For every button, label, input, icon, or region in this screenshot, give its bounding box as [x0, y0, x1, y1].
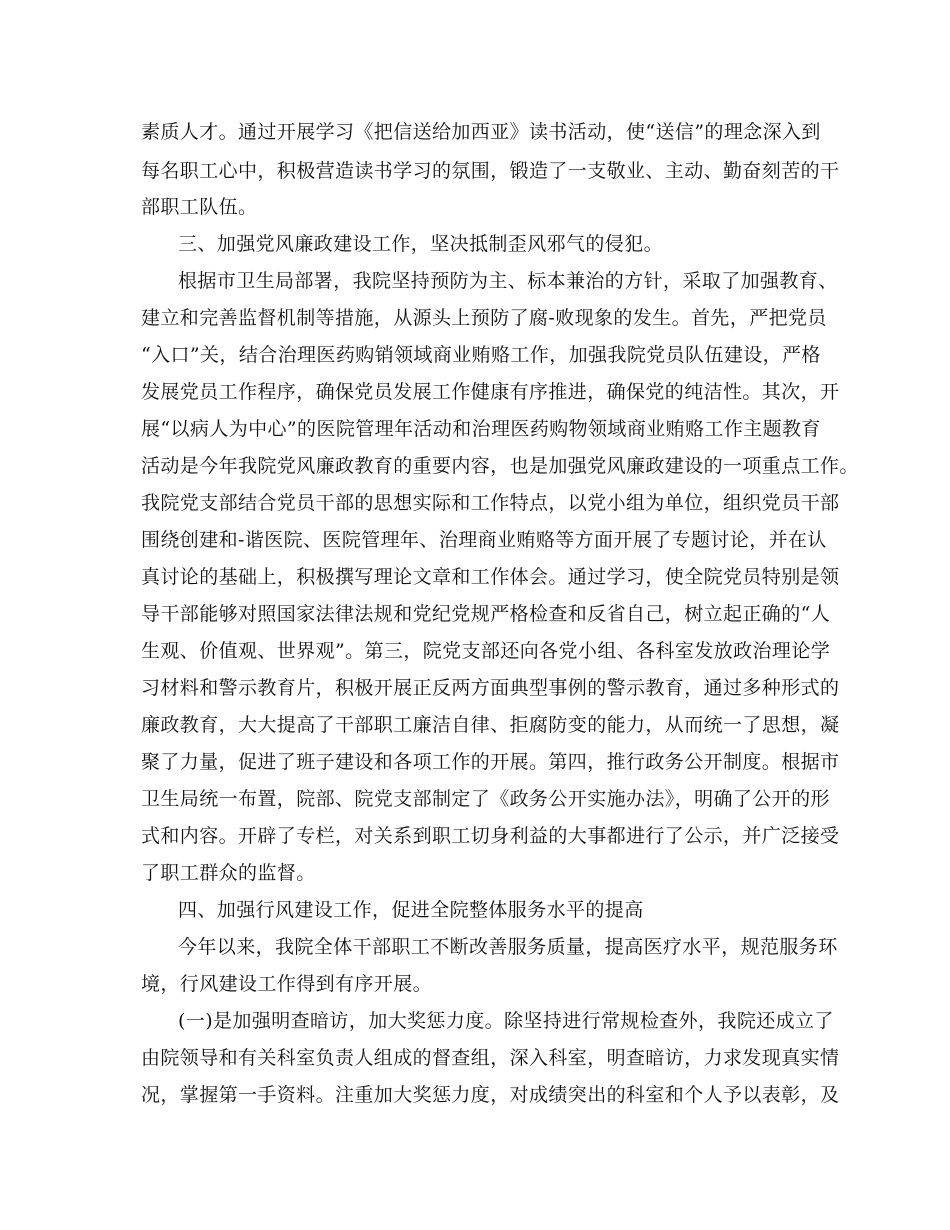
text-line: 展“以病人为中心”的医院管理年活动和治理医药购物领域商业贿赂工作主题教育: [141, 418, 821, 440]
text-line: 发展党员工作程序，确保党员发展工作健康有序推进，确保党的纯洁性。其次，开: [141, 381, 840, 403]
text-line: 部职工队伍。: [141, 196, 258, 218]
text-line: 况，掌握第一手资料。注重加大奖惩力度，对成绩突出的科室和个人予以表彰，及: [141, 1084, 840, 1106]
text-line: 式和内容。开辟了专栏，对关系到职工切身利益的大事都进行了公示，并广泛接受: [141, 825, 840, 847]
text-line: 廉政教育，大大提高了干部职工廉洁自律、拒腐防变的能力，从而统一了思想，凝: [141, 714, 840, 736]
text-line: 了职工群众的监督。: [141, 862, 316, 884]
text-line: 生观、价值观、世界观”。第三，院党支部还向各党小组、各科室发放政治理论学: [141, 640, 831, 662]
text-line: 素质人才。通过开展学习《把信送给加西亚》读书活动，使“送信”的理念深入到: [141, 121, 821, 143]
text-line: 每名职工心中，积极营造读书学习的氛围，锻造了一支敬业、主动、勤奋刻苦的干: [141, 160, 840, 182]
text-line: 卫生局统一布置，院部、院党支部制定了《政务公开实施办法》，明确了公开的形: [141, 788, 830, 810]
text-line: “入口”关，结合治理医药购销领域商业贿赂工作，加强我院党员队伍建设，严格: [141, 344, 821, 366]
section-heading: 三、加强党风廉政建设工作，坚决抵制歪风邪气的侵犯。: [178, 233, 664, 255]
text-line: 聚了力量，促进了班子建设和各项工作的开展。第四，推行政务公开制度。根据市: [141, 751, 840, 773]
text-line: 围绕创建和-谐医院、医院管理年、治理商业贿赂等方面开展了专题讨论，并在认: [141, 529, 827, 551]
section-heading: 四、加强行风建设工作，促进全院整体服务水平的提高: [178, 899, 644, 921]
text-line: 活动是今年我院党风廉政教育的重要内容，也是加强党风廉政建设的一项重点工作。: [141, 455, 859, 477]
text-line: 习材料和警示教育片，积极开展正反两方面典型事例的警示教育，通过多种形式的: [141, 677, 840, 699]
text-line: 由院领导和有关科室负责人组成的督查组，深入科室，明查暗访，力求发现真实情: [141, 1047, 840, 1069]
text-line: 建立和完善监督机制等措施，从源头上预防了腐-败现象的发生。首先，严把党员: [141, 307, 827, 329]
text-line: (一)是加强明查暗访，加大奖惩力度。除坚持进行常规检查外，我院还成立了: [178, 1010, 834, 1032]
text-line: 根据市卫生局部署，我院坚持预防为主、标本兼治的方针，采取了加强教育、: [178, 270, 838, 292]
text-line: 导干部能够对照国家法律法规和党纪党规严格检查和反省自己，树立起正确的“人: [141, 603, 831, 625]
text-line: 真讨论的基础上，积极撰写理论文章和工作体会。通过学习，使全院党员特别是领: [141, 566, 840, 588]
text-line: 今年以来，我院全体干部职工不断改善服务质量，提高医疗水平，规范服务环: [178, 936, 838, 958]
text-line: 境，行风建设工作得到有序开展。: [141, 973, 433, 995]
text-line: 我院党支部结合党员干部的思想实际和工作特点，以党小组为单位，组织党员干部: [141, 492, 840, 514]
